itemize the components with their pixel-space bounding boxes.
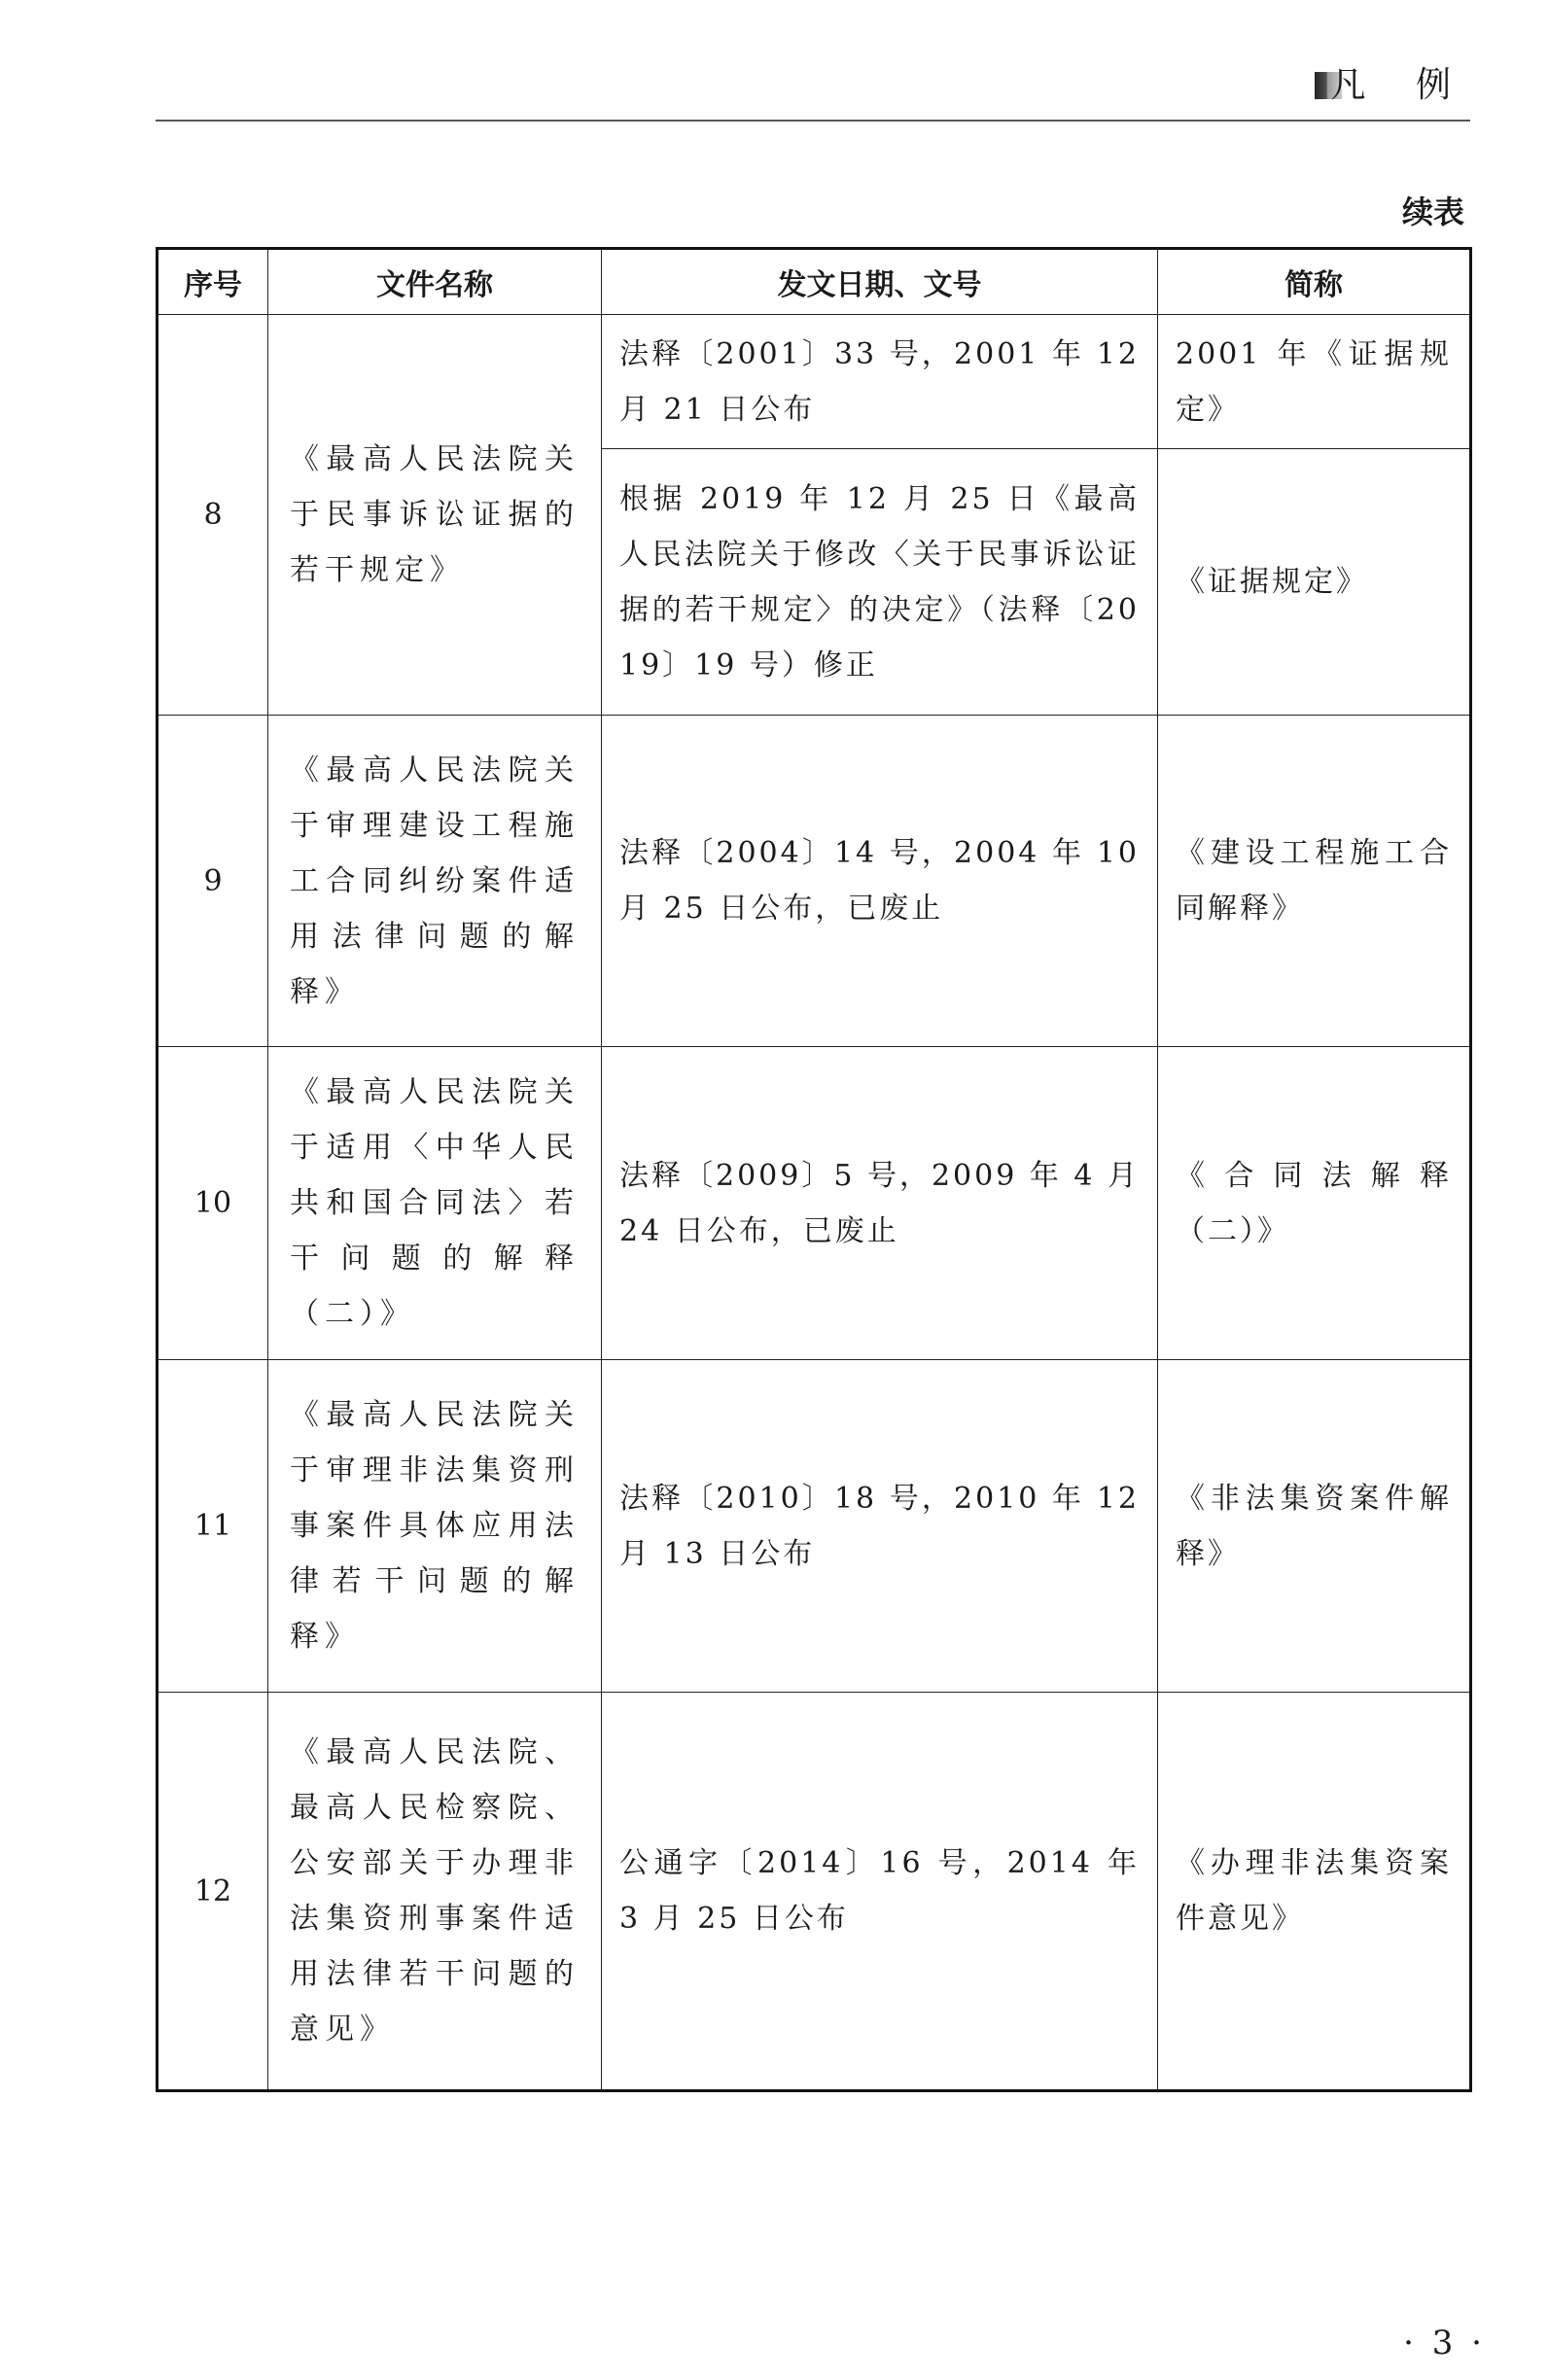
row-seq: 9 [158, 716, 268, 1047]
row-abbreviation: 《证据规定》 [1158, 449, 1471, 716]
row-seq: 10 [158, 1047, 268, 1360]
column-header-abbr: 简称 [1158, 249, 1471, 315]
document-table [156, 247, 1472, 2092]
row-seq: 11 [158, 1360, 268, 1693]
row-document-name: 《最高人民法院关于审理建设工程施工合同纠纷案件适用法律问题的解释》 [268, 716, 602, 1047]
row-abbreviation: 2001 年《证据规定》 [1158, 315, 1471, 449]
table-row [158, 315, 1471, 449]
header-divider [156, 120, 1470, 122]
table-row [158, 716, 1471, 1047]
running-header [156, 58, 1470, 121]
row-abbreviation: 《合同法解释（二）》 [1158, 1047, 1471, 1360]
row-seq: 8 [158, 315, 268, 716]
table-row [158, 1693, 1471, 2091]
section-title: 凡 例 [1330, 65, 1470, 105]
table-header-row [158, 249, 1471, 315]
row-abbreviation: 《非法集资案件解释》 [1158, 1360, 1471, 1693]
page-number: · 3 · [1403, 2324, 1486, 2362]
row-document-name: 《最高人民法院关于适用〈中华人民共和国合同法〉若干问题的解释（二）》 [268, 1047, 602, 1360]
row-date-number: 法释〔2001〕33 号，2001 年 12 月 21 日公布 [602, 315, 1158, 449]
column-header-date: 发文日期、文号 [602, 249, 1158, 315]
row-document-name: 《最高人民法院、最高人民检察院、公安部关于办理非法集资刑事案件适用法律若干问题的意见》 [268, 1693, 602, 2091]
row-date-number: 法释〔2004〕14 号，2004 年 10 月 25 日公布，已废止 [602, 716, 1158, 1047]
row-date-number: 公通字〔2014〕16 号，2014 年 3 月 25 日公布 [602, 1693, 1158, 2091]
row-date-number: 法释〔2010〕18 号，2010 年 12 月 13 日公布 [602, 1360, 1158, 1693]
row-seq: 12 [158, 1693, 268, 2091]
row-abbreviation: 《办理非法集资案件意见》 [1158, 1693, 1471, 2091]
row-document-name: 《最高人民法院关于审理非法集资刑事案件具体应用法律若干问题的解释》 [268, 1360, 602, 1693]
row-document-name: 《最高人民法院关于民事诉讼证据的若干规定》 [268, 315, 602, 716]
continued-label: 续表 [1401, 193, 1464, 230]
table-row [158, 1360, 1471, 1693]
row-date-number: 法释〔2009〕5 号，2009 年 4 月 24 日公布，已废止 [602, 1047, 1158, 1360]
column-header-name: 文件名称 [268, 249, 602, 315]
column-header-seq: 序号 [158, 249, 268, 315]
row-abbreviation: 《建设工程施工合同解释》 [1158, 716, 1471, 1047]
table-row [158, 1047, 1471, 1360]
row-date-number: 根据 2019 年 12 月 25 日《最高人民法院关于修改〈关于民事诉讼证据的若干规定〉的决定》（法释〔2019〕19 号）修正 [602, 449, 1158, 716]
